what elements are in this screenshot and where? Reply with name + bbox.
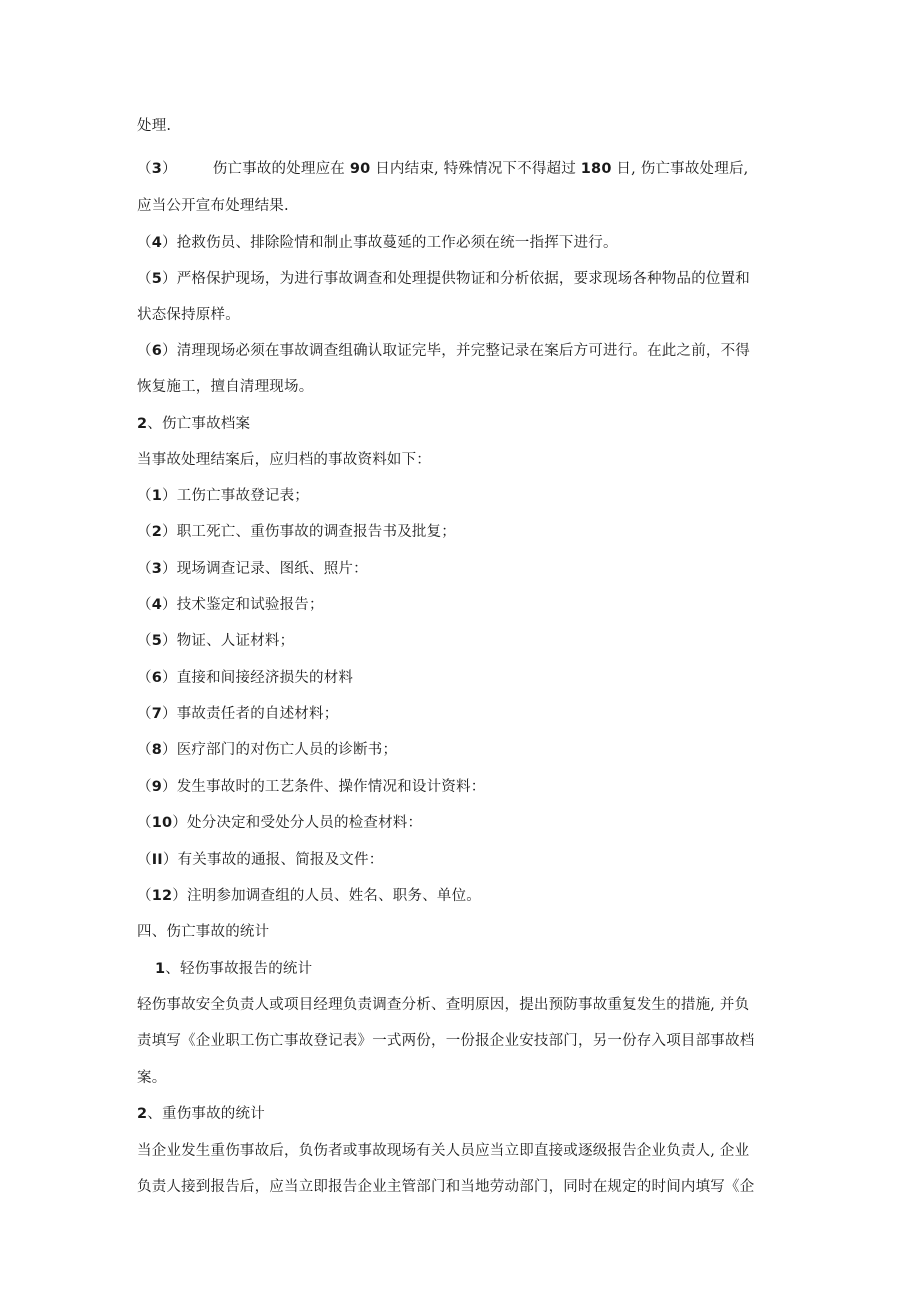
list-item: （II）有关事故的通报、简报及文件： [137,852,384,868]
text-line: 责填写《企业职工伤亡事故登记表》一式两份，一份报企业安技部门，另一份存入项目部事故档 [137,1033,755,1049]
list-item: （12）注明参加调查组的人员、姓名、职务、单位。 [137,888,481,904]
text-line: 案。 [137,1070,167,1086]
section-heading: 四、伤亡事故的统计 [137,924,270,940]
list-item: （2）职工死亡、重伤事故的调查报告书及批复； [137,524,456,540]
list-item: （9）发生事故时的工艺条件、操作情况和设计资料： [137,779,486,795]
list-item: （6）直接和间接经济损失的材料 [137,670,354,686]
text-line: （5）严格保护现场，为进行事故调查和处理提供物证和分析依据，要求现场各种物品的位置和 [137,271,750,287]
list-item: （8）医疗部门的对伤亡人员的诊断书； [137,742,398,758]
text-line: （6）清理现场必须在事故调查组确认取证完毕，并完整记录在案后方可进行。在此之前，不得 [137,343,750,359]
section-heading: 2、伤亡事故档案 [137,416,251,432]
text-line: 状态保持原样。 [137,307,240,323]
text-line: 处理. [137,118,172,134]
text-line: （4）抢救伤员、排除险情和制止事故蔓延的工作必须在统一指挥下进行。 [137,235,618,251]
list-item: （7）事故责任者的自述材料； [137,706,339,722]
text-line: （3） 伤亡事故的处理应在 90 日内结束, 特殊情况下不得超过 180 日, 伤亡事故处理后, [137,161,749,177]
subsection-heading: 1、轻伤事故报告的统计 [155,961,313,977]
list-item: （4）技术鉴定和试验报告； [137,597,324,613]
list-item: （5）物证、人证材料； [137,633,295,649]
text-line: 负责人接到报告后，应当立即报告企业主管部门和当地劳动部门，同时在规定的时间内填写《企 [137,1179,755,1195]
subsection-heading: 2、重伤事故的统计 [137,1106,265,1122]
list-item: （3）现场调查记录、图纸、照片： [137,561,368,577]
text-line: 应当公开宣布处理结果. [137,198,289,214]
text-line: 恢复施工，擅自清理现场。 [137,379,314,395]
text-line: 轻伤事故安全负责人或项目经理负责调查分析、查明原因，提出预防事故重复发生的措施, 并负 [137,997,750,1013]
text-line: 当事故处理结案后，应归档的事故资料如下： [137,452,431,468]
list-item: （1）工伤亡事故登记表； [137,488,309,504]
text-line: 当企业发生重伤事故后，负伤者或事故现场有关人员应当立即直接或逐级报告企业负责人, 企业 [137,1143,750,1159]
list-item: （10）处分决定和受处分人员的检查材料： [137,815,423,831]
